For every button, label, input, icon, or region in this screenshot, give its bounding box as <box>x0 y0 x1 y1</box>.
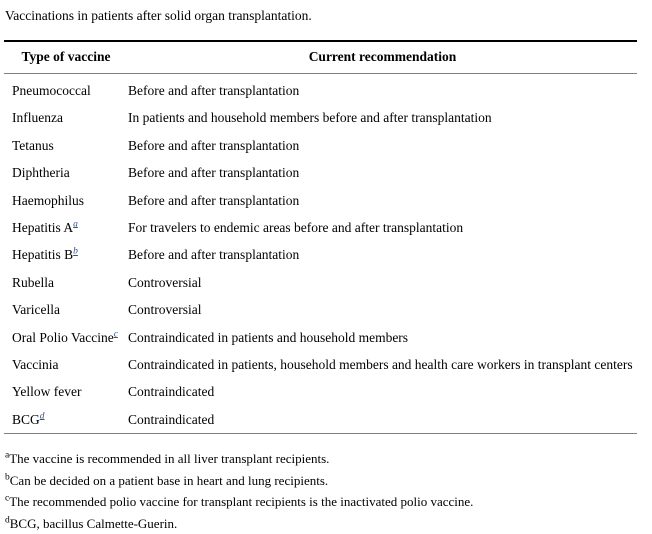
table-row <box>4 269 637 296</box>
vaccine-name: Rubella <box>12 274 54 290</box>
footnote-marker: c <box>5 493 10 504</box>
column-header-type-of-vaccine: Type of vaccine <box>4 41 128 74</box>
table-row <box>4 159 637 186</box>
recommendation-text: In patients and household members before and after transplantation <box>128 110 492 126</box>
vaccine-name: Yellow fever <box>12 384 82 400</box>
footnote-text: The recommended polio vaccine for transplant recipients is the inactivated polio vaccine. <box>9 494 474 510</box>
table-row <box>4 132 637 159</box>
footnote-text: Can be decided on a patient base in heart and lung recipients. <box>9 472 329 488</box>
footnote <box>5 513 652 534</box>
table-row <box>4 104 637 131</box>
vaccine-name: BCG <box>12 411 40 427</box>
footnote-text: The vaccine is recommended in all liver transplant recipients. <box>9 451 330 467</box>
recommendation-text: Controversial <box>128 274 202 290</box>
table-row <box>4 324 637 351</box>
footnote <box>5 491 652 513</box>
table-header-row <box>4 41 637 74</box>
recommendation-text: Before and after transplantation <box>128 83 300 98</box>
footnote-ref-link[interactable]: a <box>73 219 78 230</box>
vaccine-name: Hepatitis B <box>12 247 74 263</box>
recommendation-text: Before and after transplantation <box>128 137 300 153</box>
vaccine-name: Tetanus <box>12 137 54 153</box>
vaccine-name: Vaccinia <box>12 356 59 372</box>
footnote-marker: a <box>5 450 10 461</box>
table-row <box>4 241 637 268</box>
vaccine-name: Hepatitis A <box>12 219 74 235</box>
recommendation-text: Before and after transplantation <box>128 247 300 263</box>
vaccine-name: Diphtheria <box>12 165 70 181</box>
table-row <box>4 378 637 405</box>
table-row <box>4 214 637 241</box>
footnotes <box>5 448 652 534</box>
footnote-ref-link[interactable]: b <box>73 246 78 257</box>
footnote-marker: d <box>5 515 10 526</box>
recommendation-text: For travelers to endemic areas before and after transplantation <box>128 219 464 235</box>
recommendation-text: Controversial <box>128 302 202 318</box>
vaccine-name: Oral Polio Vaccine <box>12 329 114 345</box>
recommendation-text: Contraindicated in patients, household members and health care workers in transplant centers <box>128 356 633 372</box>
table-row <box>4 74 637 105</box>
recommendation-text: Contraindicated <box>128 384 215 400</box>
footnote <box>5 448 652 470</box>
vaccine-name: Pneumococcal <box>12 83 91 98</box>
footnote-ref-link[interactable]: c <box>113 329 118 340</box>
table-caption: Vaccinations in patients after solid organ transplantation. <box>5 8 312 23</box>
column-header-current-recommendation: Current recommendation <box>128 41 637 74</box>
table-row <box>4 187 637 214</box>
vaccine-name: Influenza <box>12 110 63 126</box>
recommendation-text: Before and after transplantation <box>128 192 300 208</box>
vaccine-name: Haemophilus <box>12 192 84 208</box>
footnote-marker: b <box>5 472 10 483</box>
footnote-text: BCG, bacillus Calmette-Guerin. <box>9 515 178 531</box>
table-row <box>4 351 637 378</box>
table-body <box>4 74 637 434</box>
vaccine-name: Varicella <box>12 302 60 318</box>
recommendation-text: Contraindicated in patients and household members <box>128 329 409 345</box>
footnote-ref-link[interactable]: d <box>39 411 45 422</box>
recommendation-text: Before and after transplantation <box>128 165 300 181</box>
footnote <box>5 470 652 492</box>
table-row <box>4 406 637 434</box>
vaccination-table <box>4 40 637 434</box>
recommendation-text: Contraindicated <box>128 411 215 427</box>
table-row <box>4 296 637 323</box>
